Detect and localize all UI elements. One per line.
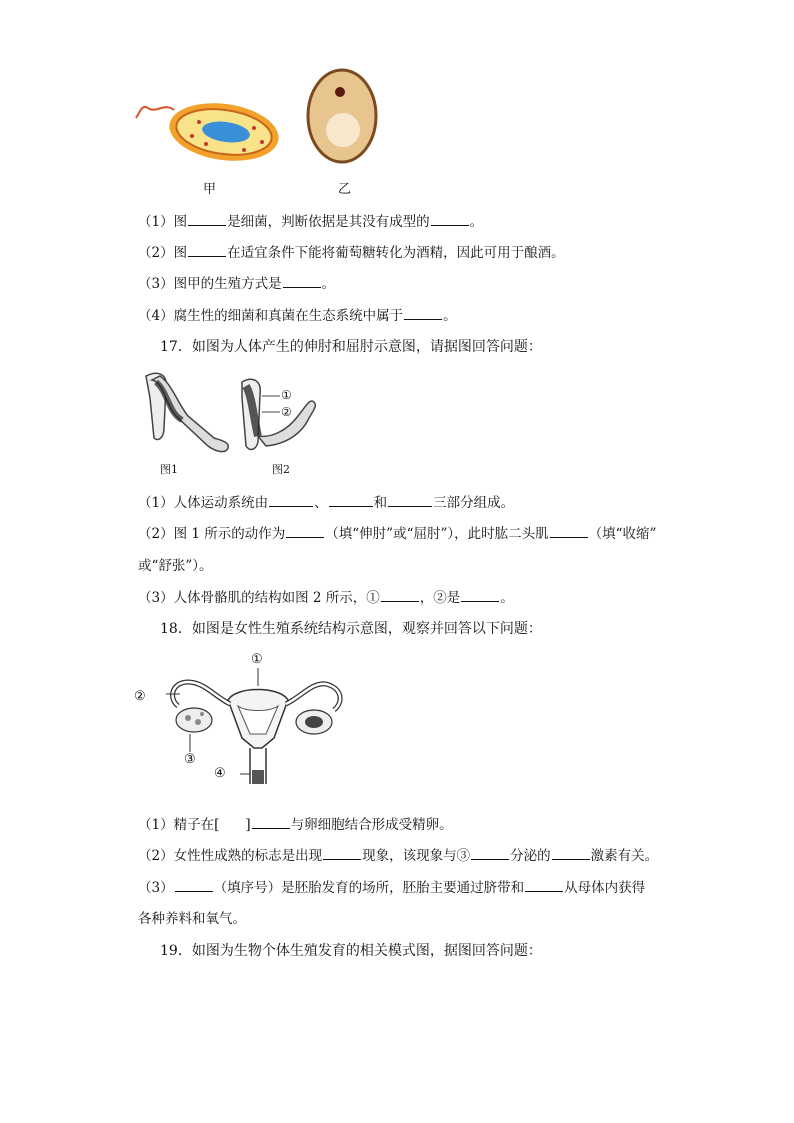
answer-blank[interactable] [329, 493, 373, 507]
q16-part3: （3）图甲的生殖方式是 。 [138, 276, 336, 292]
q16-part1: （1）图 是细菌，判断依据是其没有成型的 。 [138, 214, 484, 230]
answer-blank[interactable] [431, 212, 469, 226]
answer-blank[interactable] [552, 846, 590, 860]
question-19-title: 19．如图为生物个体生殖发育的相关模式图，据图回答问题： [160, 943, 542, 959]
figure-label-yi: 乙 [338, 182, 352, 197]
answer-blank[interactable] [381, 588, 419, 602]
answer-blank[interactable] [388, 493, 432, 507]
q16-part2: （2）图 在适宜条件下能将葡萄糖转化为酒精，因此可用于酿酒。 [138, 245, 565, 261]
answer-blank[interactable] [471, 846, 509, 860]
q17-part2: （2）图 1 所示的动作为 （填“伸肘”或“屈肘”），此时肱二头肌 （填“收缩” [138, 526, 657, 542]
q16-part4: （4）腐生性的细菌和真菌在生态系统中属于 。 [138, 308, 457, 324]
figure-label-jia: 甲 [203, 182, 217, 197]
figure-label-fig1: 图1 [160, 463, 178, 476]
answer-blank[interactable] [323, 846, 361, 860]
arm-flexion-figure [236, 376, 321, 456]
answer-blank[interactable] [188, 243, 226, 257]
q18-part2: （2）女性性成熟的标志是出现 现象，该现象与③ 分泌的 激素有关。 [138, 848, 659, 864]
answer-blank[interactable] [252, 815, 290, 829]
answer-blank[interactable] [175, 878, 213, 892]
q18-part3: （3） （填序号）是胚胎发育的场所，胚胎主要通过脐带和 从母体内获得 [138, 880, 646, 896]
marker-2: ② [134, 689, 146, 704]
answer-blank[interactable] [269, 493, 313, 507]
marker-1: ① [251, 652, 263, 667]
q17-part2-cont: 或“舒张”）。 [138, 558, 213, 574]
marker-2: ② [281, 405, 292, 419]
q18-part3-cont: 各种养料和氧气。 [138, 911, 246, 927]
yeast-figure [305, 66, 380, 166]
answer-blank[interactable] [283, 274, 321, 288]
answer-blank[interactable] [188, 212, 226, 226]
arm-extension-figure [138, 368, 233, 460]
answer-blank[interactable] [286, 524, 324, 538]
marker-1: ① [281, 388, 292, 402]
answer-blank[interactable] [550, 524, 588, 538]
q18-part1: （1）精子在[ ] 与卵细胞结合形成受精卵。 [138, 817, 453, 833]
marker-3: ③ [184, 752, 196, 767]
answer-blank[interactable] [525, 878, 563, 892]
question-17-title: 17．如图为人体产生的伸肘和屈肘示意图，请据图回答问题： [160, 339, 542, 355]
answer-blank[interactable] [404, 306, 442, 320]
q17-part3: （3）人体骨骼肌的结构如图 2 所示，① ，②是 。 [138, 590, 514, 606]
female-reproductive-figure [150, 652, 350, 787]
figure-label-fig2: 图2 [272, 463, 290, 476]
q17-part1: （1）人体运动系统由 、 和 三部分组成。 [138, 495, 515, 511]
question-18-title: 18．如图是女性生殖系统结构示意图，观察并回答以下问题： [160, 621, 542, 637]
marker-4: ④ [214, 766, 226, 781]
bacterium-figure [134, 92, 284, 172]
answer-blank[interactable] [461, 588, 499, 602]
